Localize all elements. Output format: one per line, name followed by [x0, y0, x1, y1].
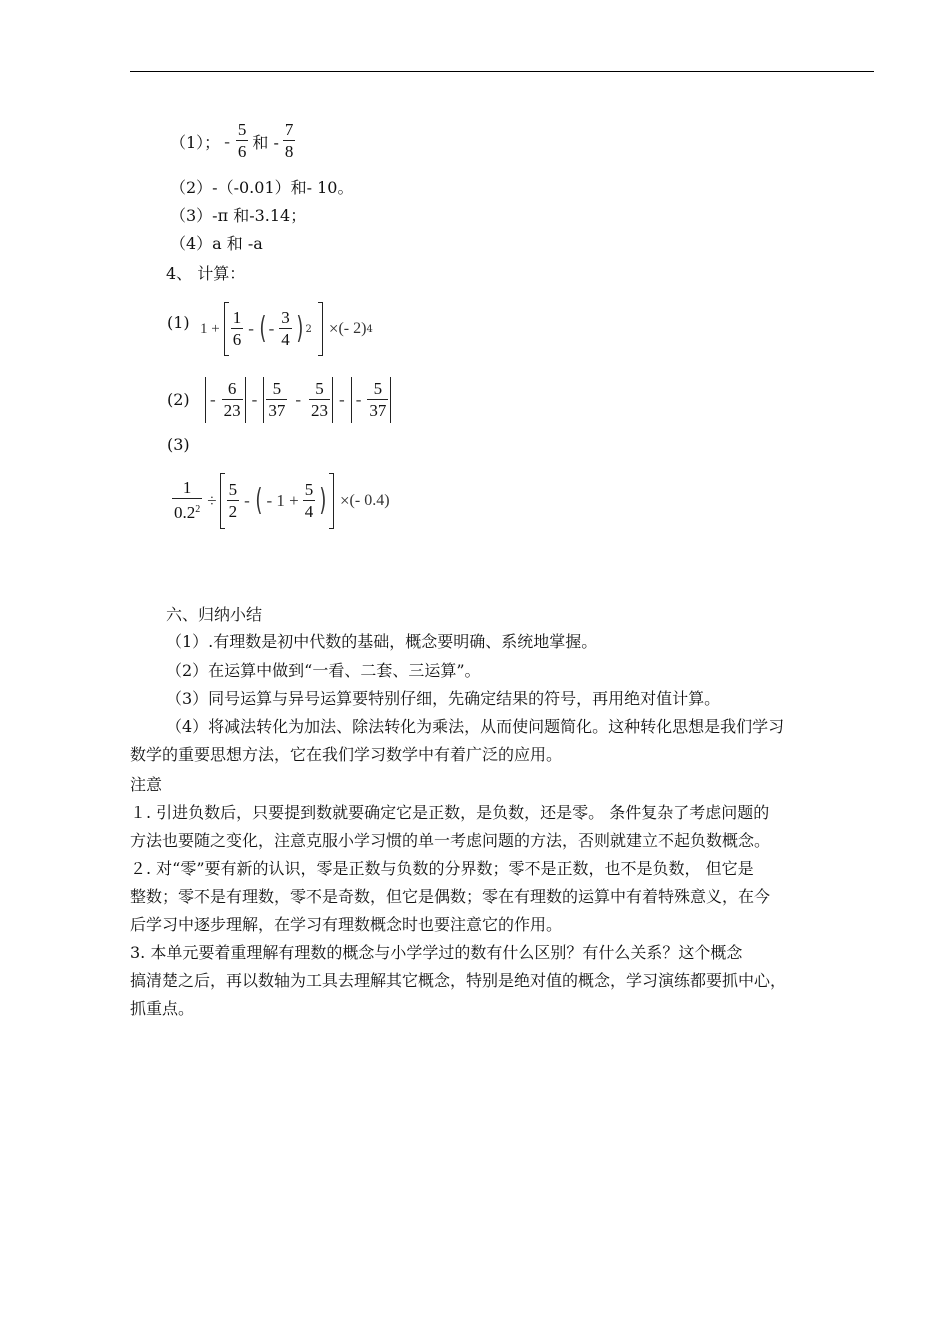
problem-3-expression	[170, 473, 390, 529]
note-2-line-3: 后学习中逐步理解，在学习有理数概念时也要注意它的作用。	[130, 915, 563, 934]
summary-item-4-line-1: （4）将减法转化为加法、除法转化为乘法，从而使问题简化。这种转化思想是我们学习	[166, 717, 785, 736]
item-2: （2）-（-0.01）和- 10。	[170, 178, 354, 197]
fraction-6-23	[222, 379, 243, 422]
note-2-line-2: 整数；零不是有理数，零不是奇数，但它是偶数；零在有理数的运算中有着特殊意义，在今	[130, 887, 771, 906]
tail-term: (- 0.4)	[349, 492, 390, 509]
fraction-5-6	[236, 120, 249, 163]
problem-2-label: (2)	[167, 390, 190, 409]
fraction-5-4	[303, 480, 316, 523]
fraction-5-37	[367, 379, 388, 422]
note-3-line-3: 抓重点。	[130, 999, 195, 1018]
minus-sign: -	[355, 390, 362, 409]
right-bracket	[329, 473, 334, 529]
tail-term: (- 2)	[338, 320, 367, 337]
denominator: 23	[223, 400, 241, 420]
left-paren: (	[255, 483, 263, 518]
denominator: 8	[284, 142, 294, 161]
note-2-line-1: ２. 对“零”要有新的认识，零是正数与负数的分界数；零不是正数，也不是负数， 但它是	[130, 859, 754, 878]
abs-bar	[245, 377, 246, 423]
inner-term: - 1 +	[266, 491, 299, 510]
note-3-line-1: 3. 本单元要着重理解有理数的概念与小学学过的数有什么区别？有什么关系？这个概念	[130, 943, 743, 962]
fraction-5-2	[227, 480, 240, 523]
abs-bar	[390, 377, 391, 423]
abs-bar	[351, 377, 352, 423]
denominator: 4	[281, 329, 290, 349]
right-bracket	[318, 302, 323, 356]
denominator: 6	[232, 329, 242, 349]
summary-heading: 六、归纳小结	[166, 605, 263, 624]
numerator: 6	[222, 379, 243, 400]
right-paren: )	[296, 311, 304, 346]
header-rule	[130, 71, 874, 72]
denominator-base: 0.2	[174, 503, 196, 522]
item-1-prefix: （1）；	[170, 133, 221, 152]
section-4-title: 4、 计算：	[166, 264, 246, 283]
notes-section	[130, 771, 874, 1023]
left-bracket	[220, 473, 225, 529]
denominator: 37	[369, 400, 387, 420]
numerator: 1	[232, 307, 242, 327]
minus-sign: -	[295, 390, 302, 409]
problem-3-label: (3)	[167, 435, 190, 454]
denominator: 2	[228, 501, 238, 521]
summary-item-1: （1）.有理数是初中代数的基础，概念要明确、系统地掌握。	[166, 632, 598, 651]
numerator: 5	[304, 479, 314, 499]
numerator: 5	[237, 120, 247, 139]
abs-bar	[332, 377, 333, 423]
inner-minus: -	[268, 319, 275, 338]
denominator-exponent: 2	[195, 504, 201, 515]
denominator	[172, 499, 202, 524]
problem-2-expression	[205, 377, 391, 423]
minus-sign: -	[251, 390, 258, 409]
left-paren: (	[259, 311, 267, 346]
numerator: 3	[281, 307, 290, 327]
note-3-line-2: 搞清楚之后，再以数轴为工具去理解其它概念，特别是绝对值的概念，学习演练都要抓中心，	[130, 971, 787, 990]
numerator: 7	[284, 120, 294, 139]
item-4: （4）a 和 -a	[170, 234, 263, 253]
minus-sign: -	[210, 390, 216, 409]
minus-sign: -	[248, 319, 254, 338]
abs-bar	[263, 377, 264, 423]
tail-exponent: 4	[366, 323, 373, 335]
summary-item-4	[130, 713, 874, 769]
fraction-3-4	[279, 308, 292, 351]
numerator: 5	[266, 379, 287, 400]
numerator: 5	[228, 479, 238, 499]
fraction-1-over-0.2-squared	[172, 478, 202, 524]
minus-sign: -	[224, 131, 230, 151]
right-paren: )	[319, 483, 327, 518]
summary-item-3: （3）同号运算与异号运算要特别仔细，先确定结果的符号，再用绝对值计算。	[166, 689, 721, 708]
numerator: 1	[172, 478, 202, 499]
numerator: 5	[367, 379, 388, 400]
summary-item-4-line-2: 数学的重要思想方法，它在我们学习数学中有着广泛的应用。	[130, 745, 563, 764]
left-bracket	[224, 302, 229, 356]
minus-sign: -	[244, 491, 250, 510]
times-sign: ×	[328, 319, 339, 338]
minus-sign: -	[339, 390, 345, 409]
note-1-line-2: 方法也要随之变化，注意克服小学习惯的单一考虑问题的方法，否则就建立不起负数概念。	[130, 831, 771, 850]
denominator: 6	[237, 142, 247, 161]
summary-item-2: （2）在运算中做到“一看、二套、三运算”。	[166, 661, 481, 680]
exponent: 2	[305, 323, 312, 335]
denominator: 4	[304, 501, 314, 521]
fraction-7-8	[283, 120, 296, 163]
numerator: 5	[309, 379, 330, 400]
item-3: （3）-π 和-3.14；	[170, 206, 307, 225]
divide-sign: ÷	[207, 491, 217, 510]
item-1	[170, 120, 297, 163]
notes-heading: 注意	[130, 775, 163, 794]
fraction-5-37	[266, 379, 287, 422]
problem-1-label: (1)	[167, 313, 190, 332]
fraction-1-6	[231, 308, 244, 351]
problem-1-expression	[200, 302, 373, 356]
denominator: 37	[268, 400, 286, 420]
times-sign: ×	[339, 491, 350, 510]
fraction-5-23	[309, 379, 330, 422]
lead-term: 1 +	[200, 320, 220, 337]
and-text: 和 -	[252, 133, 279, 152]
abs-bar	[205, 377, 206, 423]
denominator: 23	[311, 400, 329, 420]
note-1-line-1: １. 引进负数后，只要提到数就要确定它是正数，是负数，还是零。 条件复杂了考虑问题的	[130, 803, 770, 822]
